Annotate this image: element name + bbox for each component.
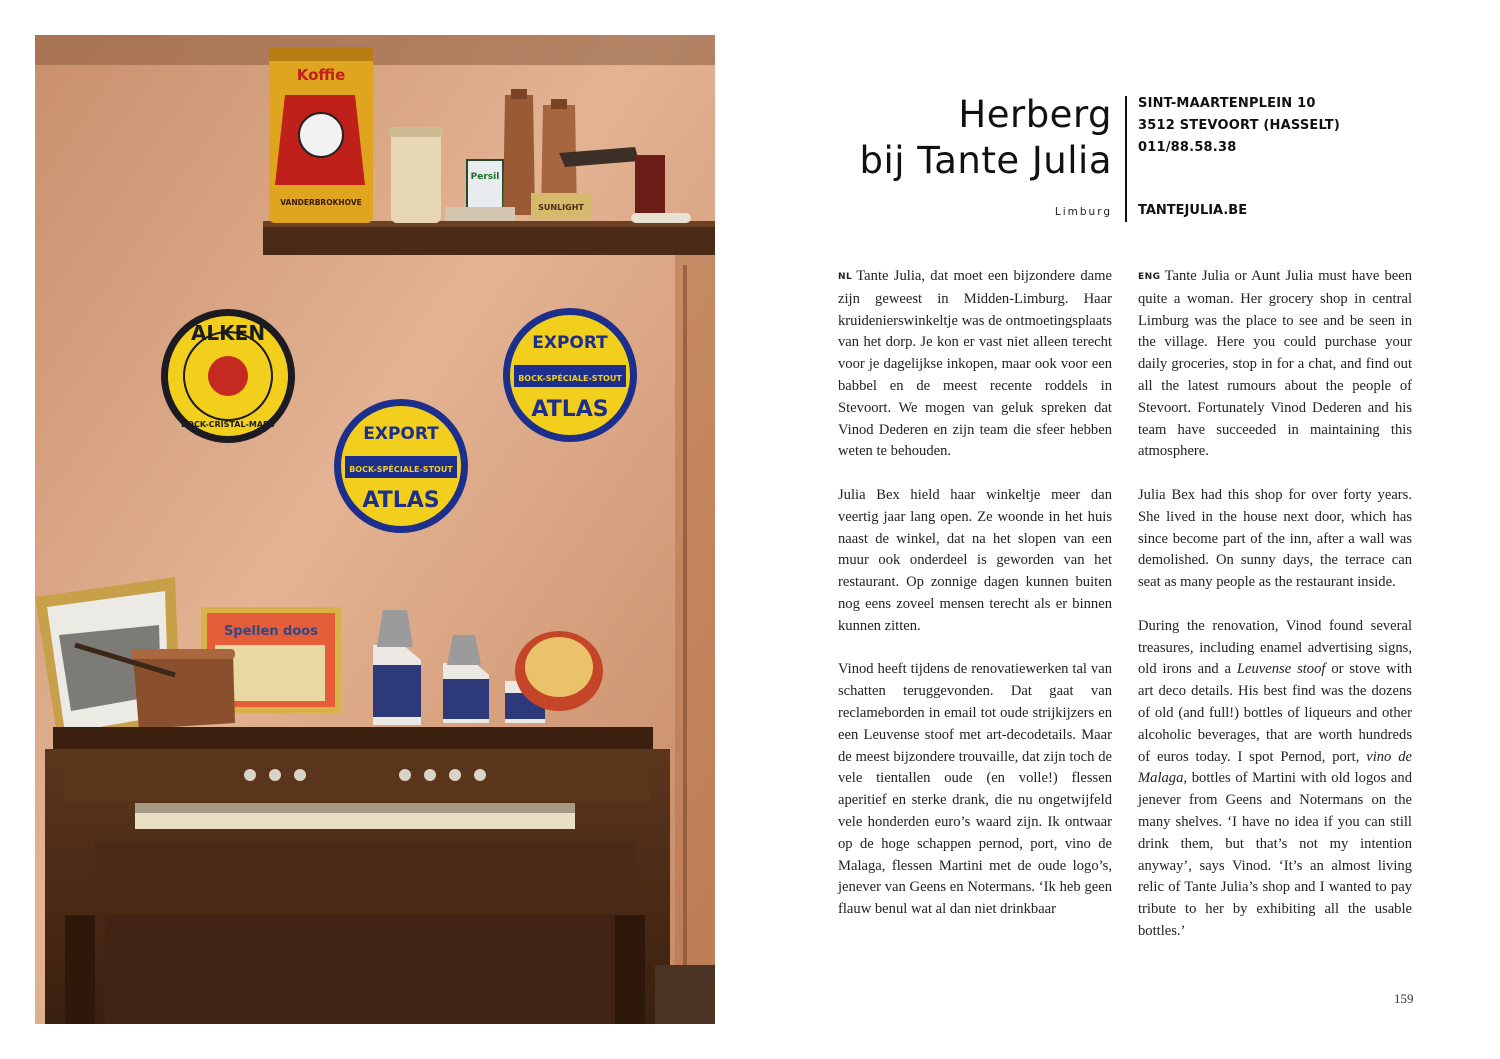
export-sign-title: EXPORT [532,333,608,353]
nl-paragraph-1-text: Tante Julia, dat moet een bijzondere dame zijn geweest in Midden-Limburg. Haar kruidenierswinkeltje was de ontmoetingsplaats van het dorp. Je kon er vast niet alleen terecht voor je dagelijkse inkopen, maar ook voor een babbel en de meest recente roddels in Stevoort. We mogen van geluk spreken dat Vinod Dederen en zijn team die sfeer hebben weten te behouden. [838,268,1112,460]
coffee-tin-brand: VANDERBROKHOVE [280,198,362,207]
export-atlas-sign-right [503,308,637,442]
sunlight-label: SUNLIGHT [538,203,584,212]
alken-sign-title: ALKEN [190,321,266,345]
export-sign-title-2: EXPORT [363,424,439,444]
export-sign-band-2: BOCK-SPÉCIALE-STOUT [349,465,453,474]
en-p3-part-b: or stove with art deco details. His best find was the dozens of old (and full!) bottles of liqueurs and other alcoholic beverages, that are worth hundreds of euros today. I spot Pernod, port, [1138,661,1412,765]
title-line-2: bij Tante Julia [859,139,1112,182]
shelf [263,223,715,255]
en-p3-italic-1: Leuvense stoof [1236,661,1326,678]
en-paragraph-1 [1138,266,1412,463]
nl-language-tag: NL [838,272,853,282]
phone-number: 011/88.58.38 [1138,140,1237,155]
website-link[interactable]: TANTEJULIA.BE [1138,203,1248,218]
title-line-1: Herberg [958,93,1112,136]
small-tin [635,155,665,213]
export-sign-brand: ATLAS [531,397,609,422]
nl-paragraph-3: Vinod heeft tijdens de renovatiewerken tal van schatten teruggevonden. Dat gaat van reclameborden in email tot oude strijkijzers en een Leuvense stoof met art-decodetails. Maar de meest bijzondere trouvaille, dat zijn toch de vele tientallen oude (en volle!) flessen aperitief en sterke drank, die nu ongetwijfeld vele honderden euro’s waard zijn. Ik ontwaar op de hoge schappen pernod, port, vino de Malaga, flessen Martini met de oude logo’s, jenever van Geens en Notermans. ‘Ik heb geen flauw benul wat al dan niet drinkbaar [838,661,1112,918]
region-label: Limburg [1054,206,1112,218]
harmonium [45,727,670,1024]
page-number: 159 [1394,991,1414,1006]
export-sign-band: BOCK-SPÉCIALE-STOUT [518,374,622,383]
en-paragraph-2: Julia Bex had this shop for over forty years. She lived in the house next door, which has since become part of the inn, after a wall was demolished. On sunny days, the terrace can seat as many people as the restaurant inside. [1138,486,1412,591]
en-p3-part-c: , bottles of Martini with old logos and jenever from Geens and Notermans on the many shelves. ‘I have no idea if you can still drink them, but that’s not my intention anyway’, says Vinod. ‘It’s an almost living relic of Tante Julia’s shop and I wanted to pay tribute to her by exhibiting all the usable bottles.’ [1138,770,1412,939]
alken-enamel-sign [161,309,295,443]
page-title [712,92,1112,184]
en-paragraph-1-text: Tante Julia or Aunt Julia must have been quite a woman. Her grocery shop in central Limburg was the place to see and be seen in the village. Here you could purchase your daily groceries, stop in for a chat, and find out all the latest rumours about the people of Stevoort. Fortunately Vinod Dederen and his team have succeeded in maintaining this atmosphere. [1138,268,1412,460]
en-language-tag: ENG [1138,272,1161,282]
dutch-column [838,266,1112,943]
persil-label: Persil [470,172,500,182]
nl-paragraph-2: Julia Bex hield haar winkeltje meer dan veertig jaar lang open. Ze woonde in het huis naast de winkel, dat na het slopen van een muur ook onderdeel is geworden van het restaurant. Op zonnige dagen kunnen buiten nog eens zoveel mensen terecht als er binnen kunnen zitten. [838,486,1112,634]
address-block [1138,93,1340,159]
interior-photo [35,35,715,1024]
en-paragraph-3 [1138,616,1412,943]
stoneware-bottle [503,95,535,215]
coffee-tin-label: Koffie [296,66,346,84]
address-city: 3512 STEVOORT (HASSELT) [1138,118,1341,133]
alken-sign-subtitle: BOCK-CRISTAL-MARS [181,420,275,429]
nl-paragraph-1 [838,266,1112,463]
en-p3-italic-2: vino de Malaga [1138,748,1412,787]
coffee-tin [269,47,373,223]
export-sign-brand-2: ATLAS [362,488,440,513]
header-divider [1125,96,1127,222]
interior-illustration [35,35,715,1024]
porcelain-jar [391,131,441,223]
export-atlas-sign-center [334,399,468,533]
en-p3-part-a: During the renovation, Vinod found several treasures, including enamel advertising signs, old irons and a [1138,617,1412,678]
persil-box [467,160,503,210]
english-column [1138,266,1412,965]
spellen-doos-label: Spellen doos [224,624,318,639]
address-street: SINT-MAARTENPLEIN 10 [1138,96,1316,111]
